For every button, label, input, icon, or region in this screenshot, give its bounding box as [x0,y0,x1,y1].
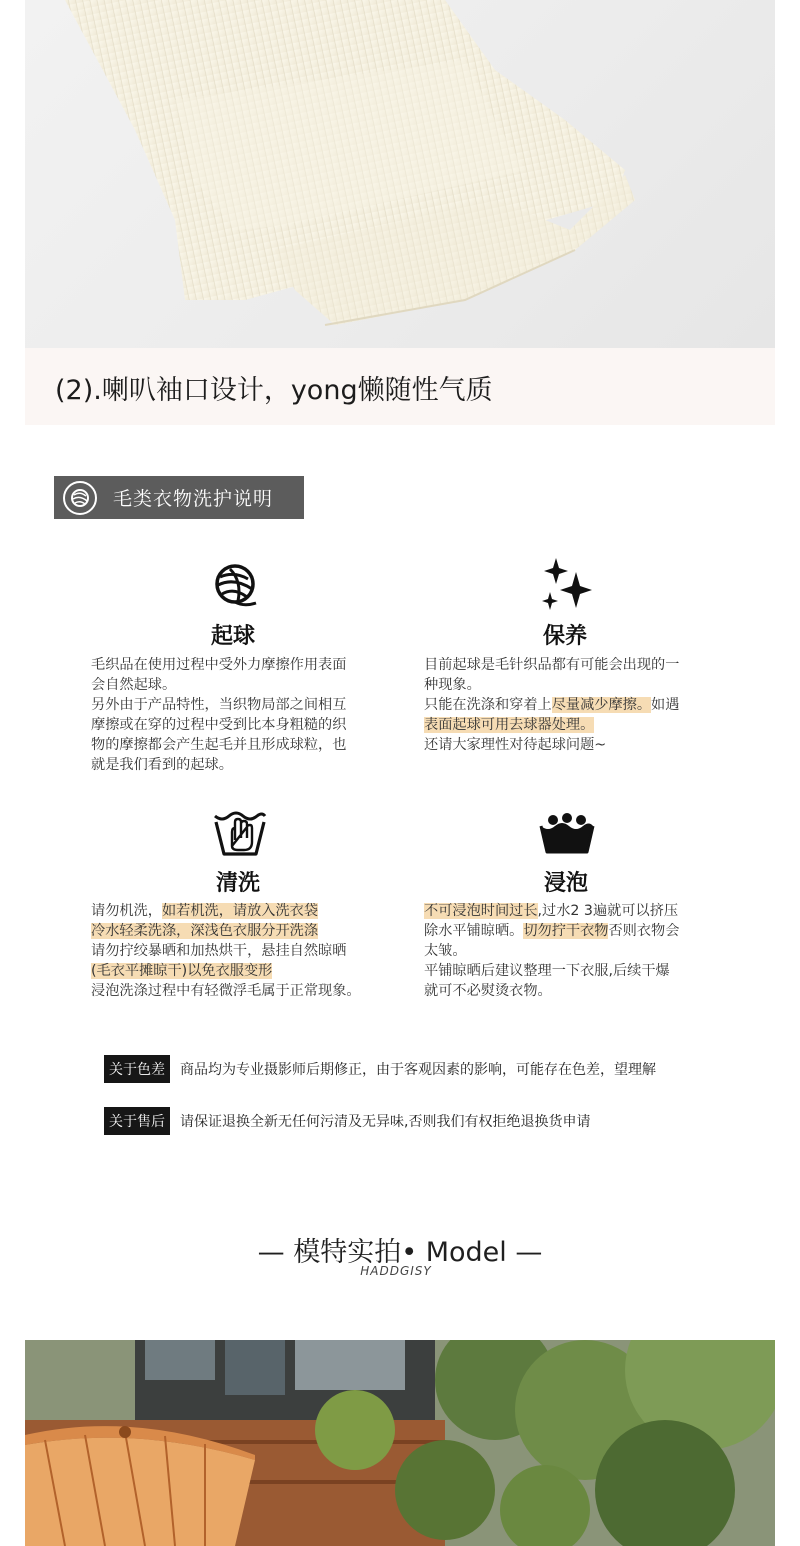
text-segment: 否则衣物会 [608,923,680,939]
yarn-ball-icon [63,481,97,515]
model-section-title: — 模特实拍• Model — [257,1237,543,1268]
pilling-description [91,655,346,775]
pilling-line: 摩擦或在穿的过程中受到比本身粗糙的织 [91,717,347,733]
maintenance-line [424,695,679,715]
highlight-text: 切勿拧干衣物 [523,923,609,939]
washing-line [91,961,361,981]
caption-band [25,348,775,425]
soaking-line [424,921,679,941]
hand-wash-icon [212,808,268,862]
maintenance-line: 种现象。 [424,677,481,693]
maintenance-description [424,655,679,755]
model-photo [25,1340,775,1546]
pilling-line: 另外由于产品特性，当织物局部之间相互 [91,697,347,713]
washing-line [91,921,361,941]
washing-description [91,901,361,1001]
maintenance-line [424,715,679,735]
washing-title: 清洗 [216,871,261,896]
soaking-line: 平铺晾晒后建议整理一下衣服,后续干爆 [424,963,670,979]
maintenance-title: 保养 [543,624,588,649]
care-section-title: 毛类衣物洗护说明 [113,488,274,510]
pilling-title: 起球 [211,624,256,649]
pilling-line: 毛织品在使用过程中受外力摩擦作用表面 [91,657,347,673]
notice-color-difference [104,1055,656,1083]
text-segment: ,过水2 3遍就可以挤压 [537,903,679,919]
garden-scene-illustration [25,1340,775,1546]
text-segment: 只能在洗涤和穿着上 [424,697,552,713]
soaking-title: 浸泡 [544,871,589,896]
soaking-description [424,901,679,1001]
highlight-text: 冷水轻柔洗涤，深浅色衣服分开洗涤 [91,923,319,939]
yarn-ball-icon [212,563,258,613]
text-segment: 如遇 [651,697,680,713]
pilling-line: 物的摩擦都会产生起毛并且形成球粒，也 [91,737,347,753]
soaking-line: 就可不必熨烫衣物。 [424,983,552,999]
maintenance-line: 还请大家理性对待起球问题~ [424,737,607,753]
notice-after-sales [104,1107,590,1135]
highlight-text: 如若机洗，请放入洗衣袋 [161,903,319,919]
notice-tag: 关于色差 [104,1055,170,1083]
notice-text: 商品均为专业摄影师后期修正，由于客观因素的影响，可能存在色差，望理解 [180,1062,656,1078]
brand-subtitle: HADDGISY [360,1264,432,1278]
text-segment: 请勿机洗， [91,903,162,919]
highlight-text: 表面起球可用去球器处理。 [424,717,595,733]
highlight-text: (毛衣平摊晾干)以免衣服变形 [91,963,273,979]
sleeve-cuff-illustration [25,0,775,348]
soak-basin-icon [539,812,595,858]
maintenance-line: 目前起球是毛针织品都有可能会出现的一 [424,657,680,673]
text-segment: 除水平铺晾晒。 [424,923,524,939]
washing-line: 请勿拧绞暴晒和加热烘干，悬挂自然晾晒 [91,943,347,959]
soaking-line: 太皱。 [424,943,467,959]
washing-line: 浸泡洗涤过程中有轻微浮毛属于正常现象。 [91,983,361,999]
product-photo-sleeve-cuff [25,0,775,348]
pilling-line: 会自然起球。 [91,677,177,693]
washing-line [91,901,361,921]
highlight-text: 不可浸泡时间过长 [424,903,538,919]
sparkles-icon [540,556,594,616]
highlight-text: 尽量减少摩擦。 [551,697,652,713]
notice-tag: 关于售后 [104,1107,170,1135]
care-section-header [54,476,304,519]
notice-text: 请保证退换全新无任何污清及无异味,否则我们有权拒绝退换货申请 [180,1114,591,1130]
soaking-line [424,901,679,921]
caption-text: (2).喇叭袖口设计，yong懒随性气质 [55,375,493,406]
pilling-line: 就是我们看到的起球。 [91,757,233,773]
